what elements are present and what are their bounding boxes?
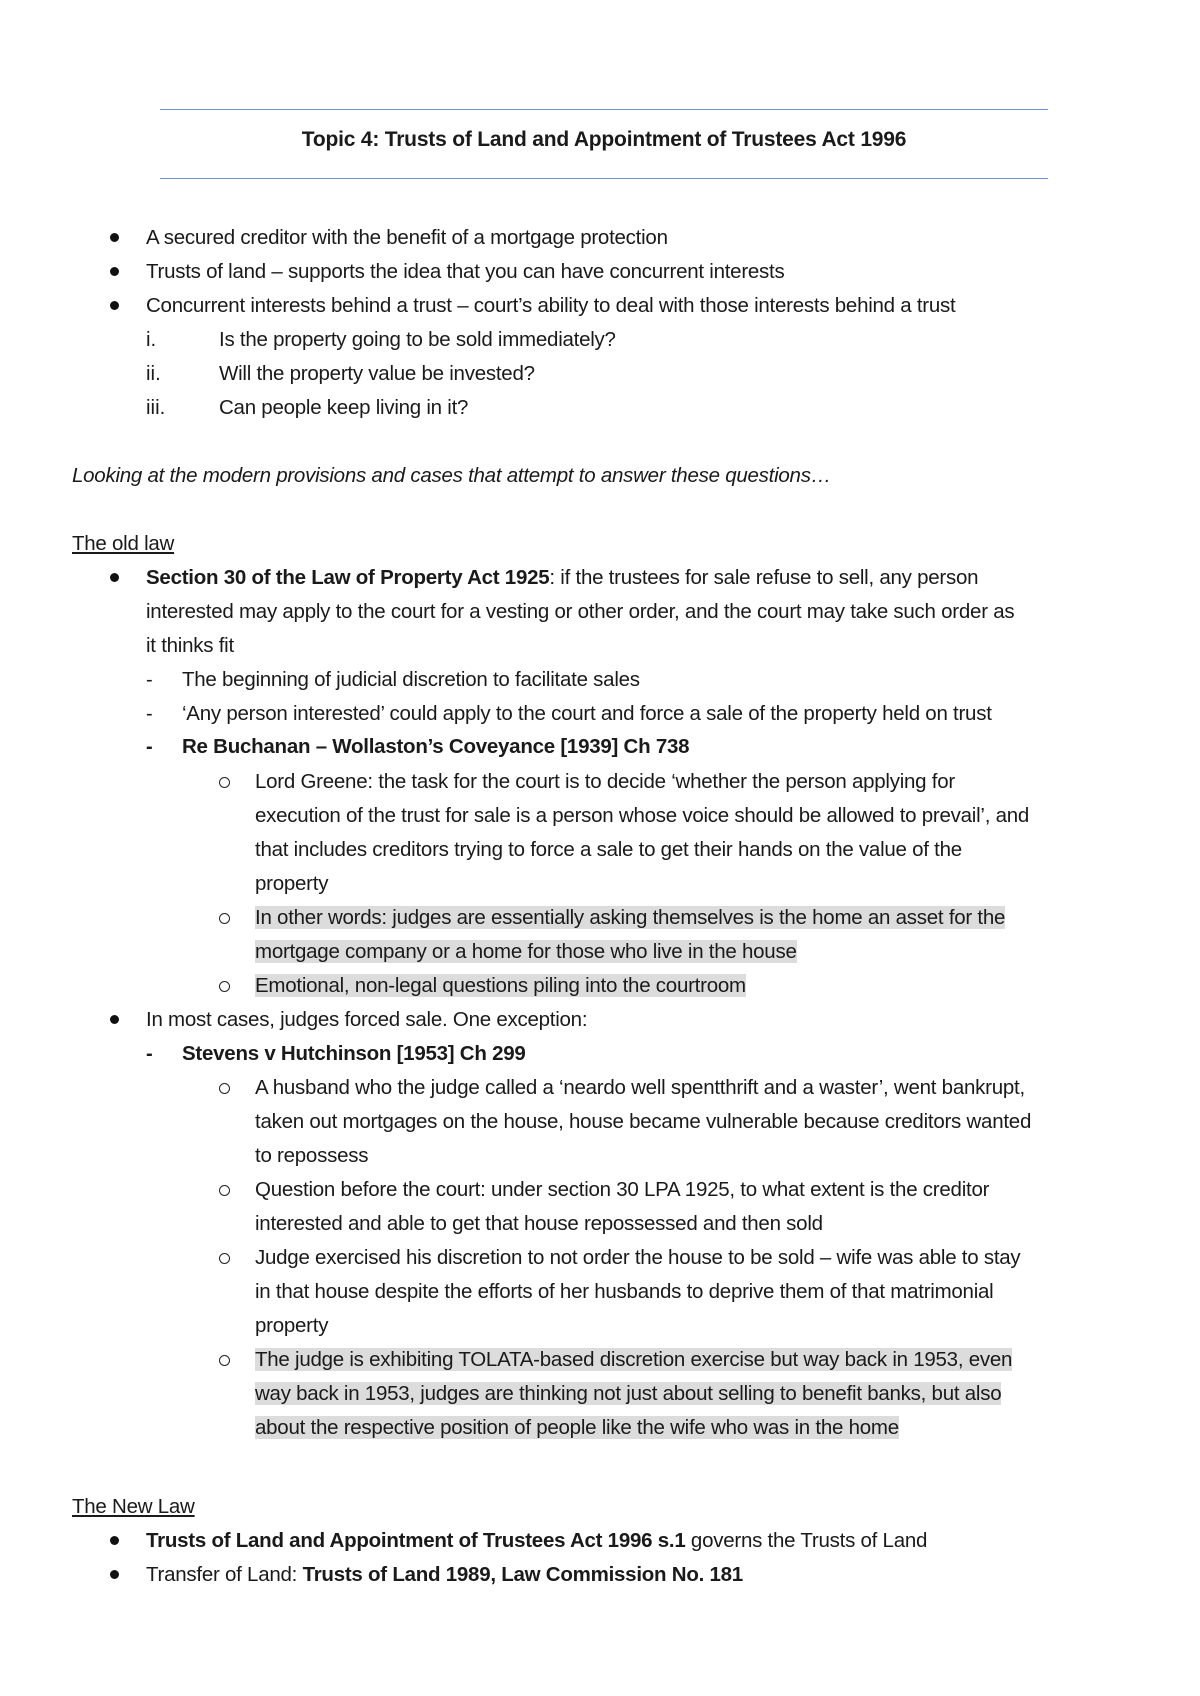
- judge-line-2: in that house despite the efforts of her husbands to deprive them of that matrimonial: [255, 1280, 994, 1303]
- husband-line-2: taken out mortgages on the house, house became vulnerable because creditors wanted: [255, 1110, 1032, 1133]
- bullet-icon: [110, 267, 119, 276]
- new-law-heading: The New Law: [72, 1495, 195, 1518]
- dash-icon: -: [146, 669, 153, 691]
- new-law-bullet-1-text: governs the Trusts of Land: [685, 1529, 928, 1552]
- tolata-line-1: [255, 1348, 1012, 1372]
- greene-line-1: Lord Greene: the task for the court is to decide ‘whether the person applying for: [255, 770, 955, 793]
- husband-line-3: to repossess: [255, 1144, 369, 1167]
- question-text: Can people keep living in it?: [219, 396, 469, 419]
- section-30-text: : if the trustees for sale refuse to sell, any person: [549, 566, 979, 589]
- greene-line-3: that includes creditors trying to force a sale to get their hands on the value of the: [255, 838, 962, 861]
- other-words-line-1: [255, 906, 1005, 930]
- new-law-bullet-2-text: Transfer of Land:: [146, 1563, 303, 1586]
- circle-bullet-icon: [219, 1185, 230, 1196]
- judge-line-3: property: [255, 1314, 329, 1337]
- bullet-icon: [110, 573, 119, 582]
- highlighted-text: Emotional, non-legal questions piling into the courtroom: [255, 974, 746, 997]
- circle-bullet-icon: [219, 1355, 230, 1366]
- section-30-title: Section 30 of the Law of Property Act 1925: [146, 566, 550, 589]
- emotional-line: [255, 974, 746, 998]
- question-text: Will the property value be invested?: [219, 362, 535, 385]
- judge-line-1: Judge exercised his discretion to not order the house to be sold – wife was able to stay: [255, 1246, 1021, 1269]
- highlighted-text: mortgage company or a home for those who live in the house: [255, 940, 797, 963]
- most-cases-line: In most cases, judges forced sale. One exception:: [146, 1008, 588, 1031]
- section-30-line-2: interested may apply to the court for a vesting or other order, and the court may take such order as: [146, 600, 1015, 623]
- dash-item-1: The beginning of judicial discretion to facilitate sales: [182, 668, 640, 691]
- dash-icon: -: [146, 736, 153, 758]
- dash-icon: -: [146, 1043, 153, 1065]
- tolata-line-3: [255, 1416, 899, 1440]
- law-commission-title: Trusts of Land 1989, Law Commission No. 181: [302, 1563, 743, 1586]
- section-30-line-3: it thinks fit: [146, 634, 234, 657]
- question-number: iii.: [146, 396, 166, 419]
- bullet-icon: [110, 1015, 119, 1024]
- bullet-icon: [110, 1536, 119, 1545]
- new-law-bullet-1: [146, 1529, 927, 1553]
- case-stevens-v-hutchinson: Stevens v Hutchinson [1953] Ch 299: [182, 1042, 526, 1065]
- tolata-line-2: [255, 1382, 1001, 1406]
- bullet-icon: [110, 1570, 119, 1579]
- section-30-line-1: [146, 566, 978, 590]
- question-line-1: Question before the court: under section 30 LPA 1925, to what extent is the creditor: [255, 1178, 990, 1201]
- circle-bullet-icon: [219, 1253, 230, 1264]
- other-words-line-2: [255, 940, 797, 964]
- title-top-rule: [160, 109, 1048, 110]
- question-line-2: interested and able to get that house repossessed and then sold: [255, 1212, 823, 1235]
- dash-icon: -: [146, 703, 153, 725]
- tolata-act-title: Trusts of Land and Appointment of Trustees Act 1996 s.1: [146, 1529, 686, 1552]
- new-law-bullet-2: [146, 1563, 743, 1587]
- circle-bullet-icon: [219, 981, 230, 992]
- bullet-icon: [110, 233, 119, 242]
- question-number: ii.: [146, 362, 161, 385]
- circle-bullet-icon: [219, 777, 230, 788]
- bullet-icon: [110, 301, 119, 310]
- circle-bullet-icon: [219, 1083, 230, 1094]
- circle-bullet-icon: [219, 913, 230, 924]
- husband-line-1: A husband who the judge called a ‘neardo well spentthrift and a waster’, went bankrupt,: [255, 1076, 1025, 1099]
- highlighted-text: In other words: judges are essentially asking themselves is the home an asset for the: [255, 906, 1006, 929]
- greene-line-4: property: [255, 872, 329, 895]
- italic-note: Looking at the modern provisions and cases that attempt to answer these questions…: [72, 464, 831, 487]
- highlighted-text: about the respective position of people like the wife who was in the home: [255, 1416, 899, 1439]
- intro-bullet-3: Concurrent interests behind a trust – court’s ability to deal with those interests behind a trust: [146, 294, 956, 317]
- title-bottom-rule: [160, 178, 1048, 179]
- case-re-buchanan: Re Buchanan – Wollaston’s Coveyance [1939] Ch 738: [182, 735, 690, 758]
- highlighted-text: The judge is exhibiting TOLATA-based discretion exercise but way back in 1953, even: [255, 1348, 1013, 1371]
- intro-bullet-1: A secured creditor with the benefit of a mortgage protection: [146, 226, 668, 249]
- question-text: Is the property going to be sold immediately?: [219, 328, 616, 351]
- question-number: i.: [146, 328, 157, 351]
- highlighted-text: way back in 1953, judges are thinking not just about selling to benefit banks, but also: [255, 1382, 1002, 1405]
- intro-bullet-2: Trusts of land – supports the idea that you can have concurrent interests: [146, 260, 785, 283]
- old-law-heading: The old law: [72, 532, 175, 555]
- dash-item-2: ‘Any person interested’ could apply to the court and force a sale of the property held on trust: [182, 702, 992, 725]
- greene-line-2: execution of the trust for sale is a person whose voice should be allowed to prevail’, and: [255, 804, 1030, 827]
- page-title: Topic 4: Trusts of Land and Appointment of Trustees Act 1996: [301, 128, 907, 151]
